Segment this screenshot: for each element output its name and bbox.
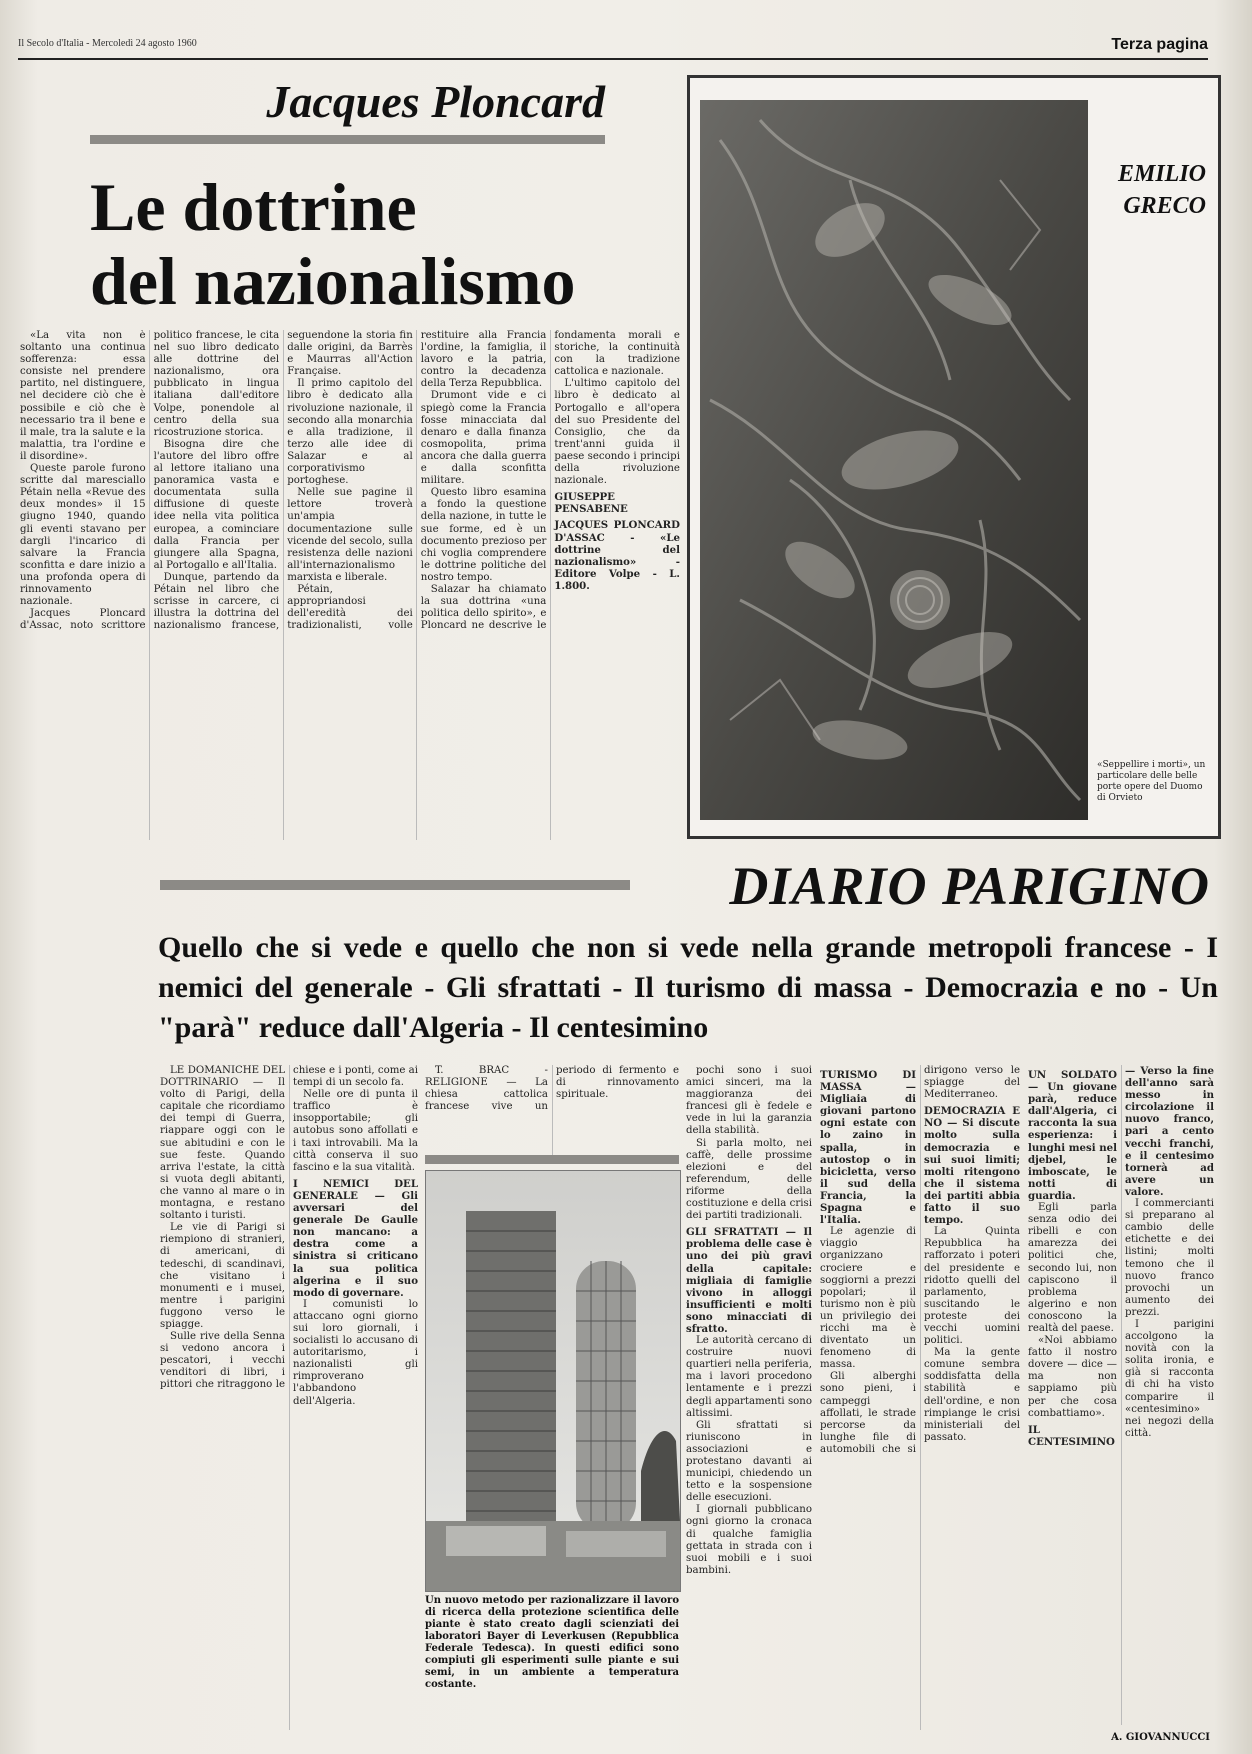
article2-title: DIARIO PARIGINO — [729, 856, 1210, 916]
paragraph: Sulle rive della Senna si vedono ancora i pescatori, i vecchi venditori di libri, i pittori che ritraggono le chiese e i ponti, come ai tempi di un secolo fa. — [160, 1065, 418, 1391]
article-author: Jacques Ploncard — [266, 76, 605, 127]
paragraph: Ma la gente comune sembra soddisfatta della stabilità e dell'ordine, e non rimpiange le crisi ministeriali del passato. — [924, 1347, 1020, 1443]
divider-bar — [90, 135, 605, 144]
paragraph: Queste parole furono scritte dal maresciallo Pétain nella «Revue des deux mondes» il 15 giugno 1940, quando gli eventi stavano per dargli l'incarico di salvare la Francia sconfitta e dare inizio a una profonda opera di rinnovamento nazionale. — [20, 463, 146, 608]
section-heading: GLI SFRATTATI — Il problema delle case è uno dei più gravi della capitale: migliaia di famiglie vivono in alloggi insufficienti e molti sono minacciati di sfratto. — [686, 1226, 812, 1335]
paragraph: La Quinta Repubblica ha rafforzato i poteri del presidente e ridotto quelli del parlamento, suscitando le proteste dei vecchi uomini politici. — [924, 1226, 1020, 1347]
paragraph: I comunisti lo attaccano ogni giorno sui loro giornali, i socialisti lo accusano di autoritarismo, i nazionalisti gli rimproverano l'abbandono dell'Algeria. — [293, 1298, 418, 1407]
paragraph: «Noi abbiamo fatto il nostro dovere — dice — ma non sappiamo più per che cosa combattiamo». — [1028, 1335, 1117, 1419]
photo-caption: Un nuovo metodo per razionalizzare il lavoro di ricerca della protezione scientifica delle piante è stato creato dagli scienziati dei laboratori Bayer di Leverkusen (Repubblica Federale Tedesca). In questi edifici sono compiuti gli esperimenti sulle piante e sui semi, in un ambiente a temperatura costante. — [425, 1595, 679, 1690]
section-label: Terza pagina — [1111, 36, 1208, 53]
paragraph: L'ultimo capitolo del libro è dedicato al Portogallo e all'opera del suo Presidente del Consiglio, che da trent'anni guida il paese secondo i principi della rivoluzione nazionale. — [554, 378, 680, 487]
artwork-caption: «Seppellire i morti», un particolare delle belle porte opere del Duomo di Orvieto — [1097, 760, 1206, 803]
paragraph: Pétain, appropriandosi dell'eredità dei tradizionalisti, volle restituire alla Francia l'ordine, la famiglia, il lavoro e la patria, contro la decadenza della Terza Repubblica. — [287, 330, 547, 632]
paragraph: Si parla molto, nei caffè, delle prossime elezioni e del referendum, delle riforme della costituzione e della crisi dei partiti tradizionali. — [686, 1137, 812, 1222]
paragraph: Le autorità cercano di costruire nuovi quartieri nella periferia, ma i lavori procedono lentamente e i prezzi degli appartamenti sono altissimi. — [686, 1335, 812, 1419]
paragraph: Nelle sue pagine il lettore troverà un'ampia documentazione sulle vicende del secolo, sulla resistenza delle nazioni all'internazionalismo marxista e liberale. — [287, 487, 413, 583]
title-line-2: del nazionalismo — [90, 243, 576, 319]
paragraph: Egli parla senza odio dei ribelli e con amarezza dei politici che, secondo lui, non capiscono il problema algerino e non conoscono la realtà del paese. — [1028, 1202, 1117, 1334]
page-header — [18, 38, 1208, 60]
article1-body — [20, 330, 680, 840]
article-title — [90, 170, 610, 318]
paragraph: I giornali pubblicano ogni giorno la cronaca di qualche famiglia gettata in strada con i suoi mobili e i suoi bambini. — [686, 1504, 812, 1576]
article2-left-body — [160, 1065, 418, 1730]
article2-mid-top-body — [425, 1065, 679, 1160]
artist-last-name: GRECO — [1123, 193, 1206, 219]
skyscraper-photo — [425, 1170, 681, 1592]
paragraph: Gli alberghi sono pieni, i campeggi affollati, le strade percorse da lunghe file di automobili che si dirigono verso le spiagge del Mediterraneo. — [820, 1065, 1020, 1455]
paragraph: Drumont vide e ci spiegò come la Francia fosse minacciata dal denaro e dalla finanza cosmopolita, prima ancora che dalla guerra e dalla sconfitta militare. — [420, 390, 547, 487]
credit-author: GIUSEPPE PENSABENE — [554, 491, 628, 516]
paragraph: Dunque, partendo da Pétain nel libro che scrisse in carcere, ci illustra la dottrina del nazionalismo francese, seguendone la storia fin dalle origini, da Barrès e Maurras all'Action Française. — [153, 330, 413, 632]
article2-subtitle: Quello che si vede e quello che non si vede nella grande metropoli francese - I nemici del generale - Gli sfrattati - Il turismo di massa - Democrazia e no - Un "parà" reduce dall'Algeria - Il centesimino — [158, 931, 1218, 1044]
relief-sculpture-illustration — [700, 100, 1088, 820]
section-heading: DEMOCRAZIA E NO — Si discute molto sulla democrazia e sui suoi limiti; molti ritengono che il sistema dei partiti abbia fatto il suo tempo. — [924, 1105, 1020, 1227]
section-heading: TURISMO DI MASSA — Migliaia di giovani partono ogni estate con lo zaino in spalla, in autostop o in bicicletta, verso il sud della Francia, la Spagna e l'Italia. — [820, 1069, 916, 1227]
artist-first-name: EMILIO — [1117, 161, 1206, 187]
article-signature: A. GIOVANNUCCI — [1111, 1732, 1210, 1743]
article2-right-body — [1028, 1065, 1214, 1725]
paragraph: Le vie di Parigi si riempiono di stranieri, di americani, di tedeschi, di scandinavi, che visitano i monumenti e i musei, mentre i parigini fuggono verso le spiagge. — [160, 1222, 285, 1330]
paragraph: LE DOMANICHE DEL DOTTRINARIO — Il volto di Parigi, della capitale che ricordiamo dei tempi di Guerra, riappare oggi con le sue abitudini e con le sue feste. Quando arriva l'estate, la città si vuota degli abitanti, che vanno al mare o in montagna, e restano soltanto i turisti. — [160, 1065, 285, 1222]
paragraph: Questo libro esamina a fondo la questione della nazione, in tutte le sue forme, ed è un documento prezioso per chi voglia comprendere le dottrine politiche del nostro tempo. — [420, 487, 547, 583]
paragraph: Il primo capitolo del libro è dedicato alla rivoluzione nazionale, il secondo alla monarchia e alla tradizione, il terzo alle idee di Salazar e al corporativismo portoghese. — [287, 378, 413, 487]
title-line-1: Le dottrine — [90, 169, 417, 245]
paragraph: «La vita non è soltanto una continua sofferenza: essa consiste nel prendere partito, nel distinguere, nel decidere ciò che è possibile e ciò che è necessario tra il bene e il male, tra la salute e la malattia, tra l'ordine e il disordine». — [20, 330, 146, 462]
artist-name — [1098, 158, 1206, 222]
paragraph: Gli sfrattati si riuniscono in associazioni e protestano davanti ai municipi, chiedendo un tetto e la sospensione delle esecuzioni. — [686, 1419, 812, 1504]
paragraph: T. BRAC - RELIGIONE — La chiesa cattolica francese vive un periodo di fermento e di rinnovamento spirituale. — [425, 1065, 679, 1113]
book-reference: JACQUES PLONCARD D'ASSAC - «Le dottrine del nazionalismo» - Editore Volpe - L. 1.800. — [554, 519, 680, 592]
article2-mid-body — [686, 1065, 812, 1730]
section-heading: I NEMICI DEL GENERALE — Gli avversari del generale De Gaulle non mancano: a destra come a sinistra si criticano la sua politica algerina e il suo modo di governare. — [293, 1177, 418, 1299]
article2-turismo-body — [820, 1065, 1020, 1730]
paragraph: Jacques Ploncard d'Assac, noto scrittore politico francese, le cita nel suo libro dedicato alle dottrine del nazionalismo, ora pubblicato in lingua italiana dall'editore Volpe, ponendole al centro della sua ricostruzione storica. — [20, 330, 280, 632]
paragraph: Bisogna dire che l'autore del libro offre al lettore italiano una panoramica vasta e documentata sulla diffusione di queste idee nella vita politica europea, a cominciare dalla Francia per giungere alla Spagna, al Portogallo e all'Italia. — [153, 438, 280, 571]
relief-image — [700, 100, 1088, 820]
section-heading: UN SOLDATO — Un giovane parà, reduce dall'Algeria, ci racconta la sua esperienza: i lunghi mesi nel djebel, le imboscate, le notti di guardia. — [1028, 1069, 1117, 1202]
paragraph: Le agenzie di viaggio organizzano crociere e soggiorni a prezzi popolari; il turismo non è più un privilegio dei ricchi ma è diventato un fenomeno di massa. — [820, 1226, 916, 1371]
paragraph: pochi sono i suoi amici sinceri, ma la maggioranza dei francesi gli è fedele e vede in lui la garanzia della stabilità. — [686, 1065, 812, 1137]
paragraph: Salazar ha chiamato la sua dottrina «una politica dello spirito», e Ploncard ne descrive le fondamenta morali e storiche, la continuità con la tradizione cattolica e nazionale. — [420, 330, 680, 632]
paragraph: I commercianti si preparano al cambio delle etichette e dei listini; molti temono che il nuovo franco provochi un aumento dei prezzi. — [1125, 1198, 1214, 1318]
paragraph: Nelle ore di punta il traffico è insopportabile; gli autobus sono affollati e i taxi introvabili. Ma la città conserva il suo fascino e la sua vitalità. — [293, 1089, 418, 1173]
section-heading: IL CENTESIMINO — Verso la fine dell'anno sarà messo in circolazione il nuovo franco, pari a cento vecchi franchi, e il centesimo tornerà ad avere un valore. — [1028, 1065, 1214, 1448]
paragraph: I parigini accolgono la novità con la solita ironia, e già si racconta di chi ha visto comparire il «centesimino» nei negozi della città. — [1125, 1318, 1214, 1439]
newspaper-date: Il Secolo d'Italia - Mercoledì 24 agosto 1960 — [18, 38, 197, 49]
divider-bar — [425, 1155, 679, 1164]
buildings-illustration — [426, 1171, 680, 1591]
